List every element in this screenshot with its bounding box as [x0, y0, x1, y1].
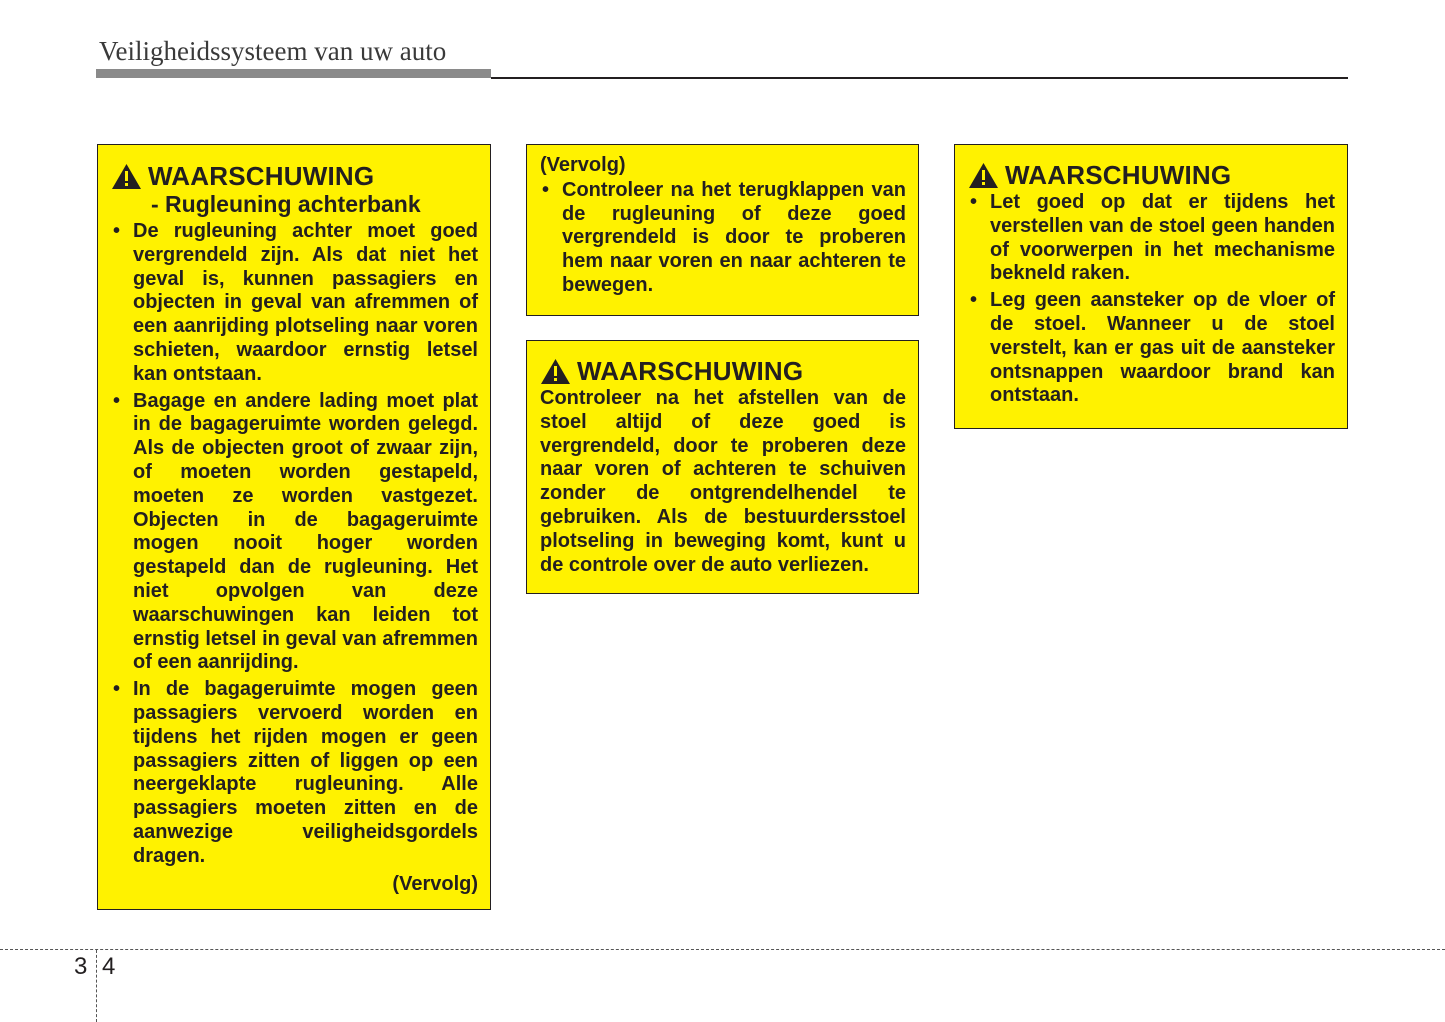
warning-triangle-icon: [968, 162, 999, 189]
warning-text: Controleer na het afstellen van de stoel altijd of deze goed is vergrendeld, door te proberen deze naar voren of achteren te schuiven zonder de ontgrendelhendel te gebruiken. Als de bestuurdersstoel plotseling in beweging komt, kunt u de controle over de auto verliezen.: [540, 387, 906, 576]
list-item: • Let goed op dat er tijdens het verstellen van de stoel geen handen of voorwerpen in het mechanisme bekneld raken.: [968, 191, 1335, 286]
warning-box-seat-lock: [526, 340, 919, 594]
list-item: • Leg geen aansteker op de vloer of de stoel. Wanneer u de stoel verstelt, kan er gas uit de aansteker ontsnappen waardoor brand kan ontstaan.: [968, 289, 1335, 408]
continued-label: (Vervolg): [392, 872, 478, 895]
list-item: • De rugleuning achter moet goed vergrendeld zijn. Als dat niet het geval is, kunnen passagiers en objecten in geval van afremmen of een aanrijding plotseling naar voren schieten, waardoor ernstig letsel kan ontstaan.: [111, 220, 478, 387]
warning-triangle-icon: [540, 358, 571, 385]
warning-subtitle: - Rugleuning achterbank: [151, 191, 421, 217]
warning-list: [111, 220, 478, 869]
footer-vertical-divider: [96, 950, 97, 1022]
page-number: 4: [102, 953, 116, 980]
header-rule: [491, 77, 1348, 79]
list-item: • Bagage en andere lading moet plat in de bagageruimte worden gelegd. Als de objecten groot of zwaar zijn, of moeten worden gestapeld, moeten ze worden vastgezet. Objecten in de bagageruimte mogen nooit hoger worden gestapeld dan de rugleuning. Het niet opvolgen van deze waarschuwingen kan leiden tot ernstig letsel in geval van afremmen of een aanrijding.: [111, 390, 478, 676]
warning-box-continued: [526, 144, 919, 316]
warning-list: [540, 179, 906, 298]
warning-box-rear-seatback: [97, 144, 491, 910]
page-header-title: Veiligheidssysteem van uw auto: [99, 36, 447, 66]
footer-divider: [0, 949, 1445, 950]
header-bar: [96, 69, 491, 78]
warning-list: [968, 191, 1335, 408]
list-item: • In de bagageruimte mogen geen passagiers vervoerd worden en tijdens het rijden mogen er geen passagiers zitten of liggen op een neergeklapte rugleuning. Alle passagiers moeten zitten en de aanwezige veiligheidsgordels dragen.: [111, 678, 478, 868]
section-number: 3: [74, 953, 88, 980]
warning-box-seat-adjust: [954, 144, 1348, 429]
continued-label: (Vervolg): [540, 154, 626, 176]
warning-triangle-icon: [111, 163, 142, 190]
list-item: • Controleer na het terugklappen van de rugleuning of deze goed vergrendeld is door te proberen hem naar voren en naar achteren te bewegen.: [540, 179, 906, 298]
warning-heading: WAARSCHUWING: [540, 356, 906, 386]
warning-heading: WAARSCHUWING: [111, 161, 478, 191]
warning-heading: WAARSCHUWING: [968, 160, 1335, 190]
